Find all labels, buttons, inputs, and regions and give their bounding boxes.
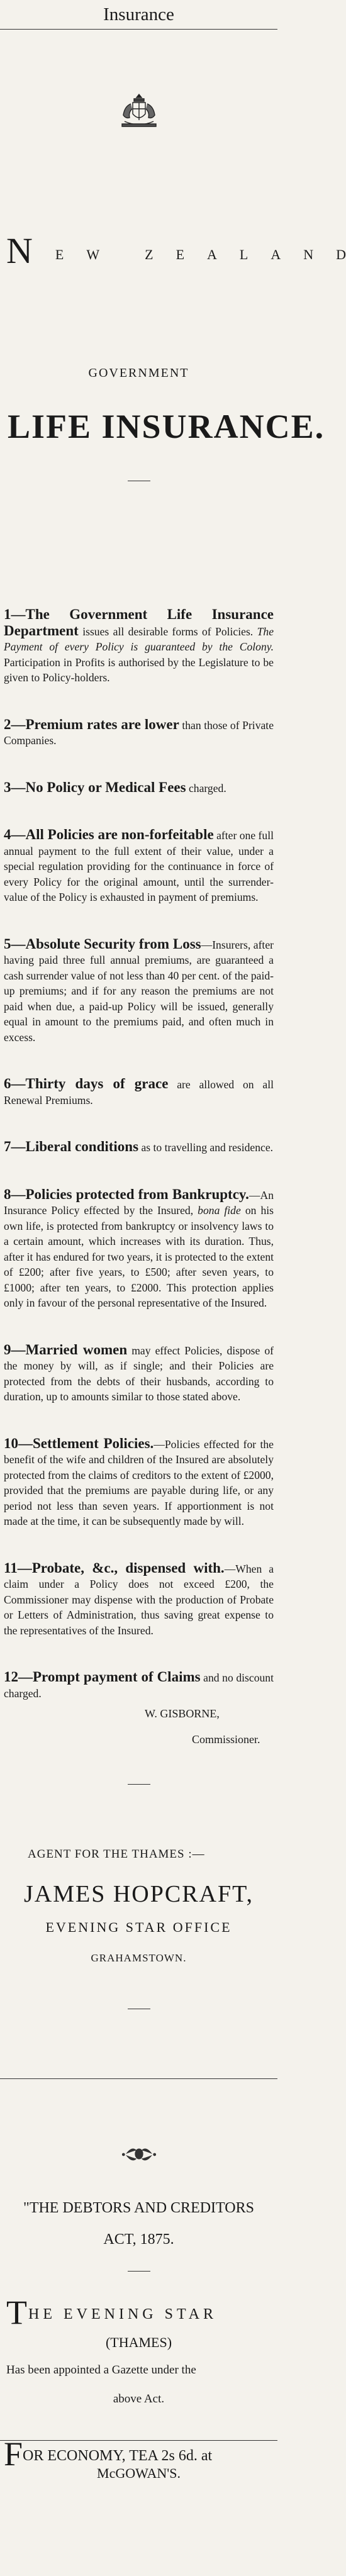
advert-initial: F [4,2435,23,2473]
agent-name: JAMES HOPCRAFT, [23,1881,254,1907]
benefit-item [4,780,274,796]
short-divider [128,1784,150,1785]
notice-act: ACT, 1875. [103,2231,174,2248]
benefit-italic-text: bona fide [198,1204,241,1217]
benefit-heading: 7—Liberal conditions [4,1139,139,1154]
benefit-item [4,717,274,749]
advert-text: OR ECONOMY, TEA 2s 6d. at [23,2448,213,2464]
benefit-italic-text: The Payment of every Policy is guaranteed by the Colony. [4,625,274,653]
masthead-heading: LIFE INSURANCE. [8,408,325,445]
benefit-text: —Policies effected for the benefit of the wife and children of the Insured are absolutely protected from the claims of creditors to the extent of £2000, provided that the premiums are payable during life, or any period not less than seven years. If apportionment is not made at the time, it can be subsequently made by will. [4,1437,274,1527]
benefit-item [4,1670,274,1701]
benefit-heading: 9—Married women [4,1341,128,1358]
benefit-item [4,1076,274,1108]
benefit-heading: 3—No Policy or Medical Fees [4,779,186,795]
signature-role: Commissioner. [192,1733,260,1746]
agent-label: AGENT FOR THE THAMES :— [28,1848,205,1861]
benefit-item [4,1561,274,1639]
benefit-text-tail: Participation in Profits is authorised by the Legislature to be given to Policy-holders. [4,655,274,684]
benefit-text: issues all desirable forms of Policies. [78,625,257,638]
section-divider [0,2078,277,2079]
benefit-heading: 2—Premium rates are lower [4,716,179,732]
benefit-heading: 1—The Government Life Insurance Department [4,606,274,638]
agent-town: GRAHAMSTOWN. [91,1952,187,1964]
section-divider [0,2440,277,2441]
benefit-text: than those of Private Companies. [4,718,274,747]
benefit-text: as to travelling and residence. [138,1141,274,1154]
header-title: Insurance [103,4,174,25]
benefits-list [0,607,277,1701]
notice-paper-name: HE EVENING STAR [28,2306,218,2322]
benefit-item [4,827,274,905]
benefit-item [4,1436,274,1529]
short-divider [128,2271,150,2272]
benefit-item [4,1187,274,1311]
notice-body-2: above Act. [113,2392,165,2406]
benefit-text: are allowed on all Renewal Premiums. [4,1078,274,1107]
benefit-heading: 10—Settlement Policies. [4,1435,154,1451]
benefit-text: —When a claim under a Policy does not exceed £200, the Commissioner may dispense with the production of Probate or Letters of Administration, thus saving great expense to the representatives of the Insured. [4,1562,274,1637]
benefit-text: —Insurers, after having paid three full annual premiums, are guaranteed a cash surrender value of not less than 40 per cent. of the paid-up premiums; and if for any reason the premiums are not paid when due, a paid-up Policy will be issued, generally equal in amount to the premiums paid, and often much in excess. [4,938,274,1044]
notice-body: Has been appointed a Gazette under the [6,2363,196,2377]
advert-shop: McGOWAN'S. [97,2465,181,2481]
benefit-text: may effect Policies, dispose of the money by will, as if single; and their Policies are protected from the debts of their husbands, according to duration, up to amounts similar to those stated above. [4,1344,274,1403]
notice-paper-initial: T [6,2294,28,2331]
benefit-text: charged. [186,781,226,795]
masthead-country: N E W Z E A L A N D [6,230,346,271]
benefit-item [4,937,274,1045]
benefit-item [4,1139,274,1156]
benefit-heading: 11—Probate, &c., dispensed with. [4,1559,225,1576]
ornament-icon [121,2142,157,2166]
agent-office: EVENING STAR OFFICE [45,1919,232,1935]
masthead-government: GOVERNMENT [88,366,189,380]
benefit-heading: 4—All Policies are non-forfeitable [4,827,214,842]
signature-name: W. GISBORNE, [145,1707,220,1720]
benefit-text: after one full annual payment to the full extent of their value, under a special regulation providing for the continuance in force of every Policy for the original amount, until the surrender-value of the Policy is exhausted in payment of premiums. [4,829,274,903]
page-header [0,0,277,30]
benefit-item [4,607,274,686]
royal-coat-of-arms-icon [117,92,161,129]
benefit-item [4,1342,274,1405]
benefit-text: —An Insurance Policy effected by the Insured, [4,1188,274,1217]
benefit-text-tail: on his own life, is protected from bankruptcy or insolvency laws to a certain amount, which increases with its duration. Thus, after it has endured for two years, it is protected to the extent of £200; after five years, to £500; after seven years, to £1000; after ten years, to £2000. This protection applies only in favour of the personal representative of the Insured. [4,1204,274,1309]
benefit-heading: 5—Absolute Security from Loss [4,935,201,952]
notice-title: "THE DEBTORS AND CREDITORS [23,2200,254,2216]
notice-paper [0,2293,277,2332]
benefit-heading: 6—Thirty days of grace [4,1076,169,1091]
benefit-heading: 8—Policies protected from Bankruptcy. [4,1186,249,1202]
notice-paper-place: (THAMES) [105,2334,172,2350]
benefit-heading: 12—Prompt payment of Claims [4,1669,201,1685]
benefit-text: and no discount charged. [4,1671,274,1700]
